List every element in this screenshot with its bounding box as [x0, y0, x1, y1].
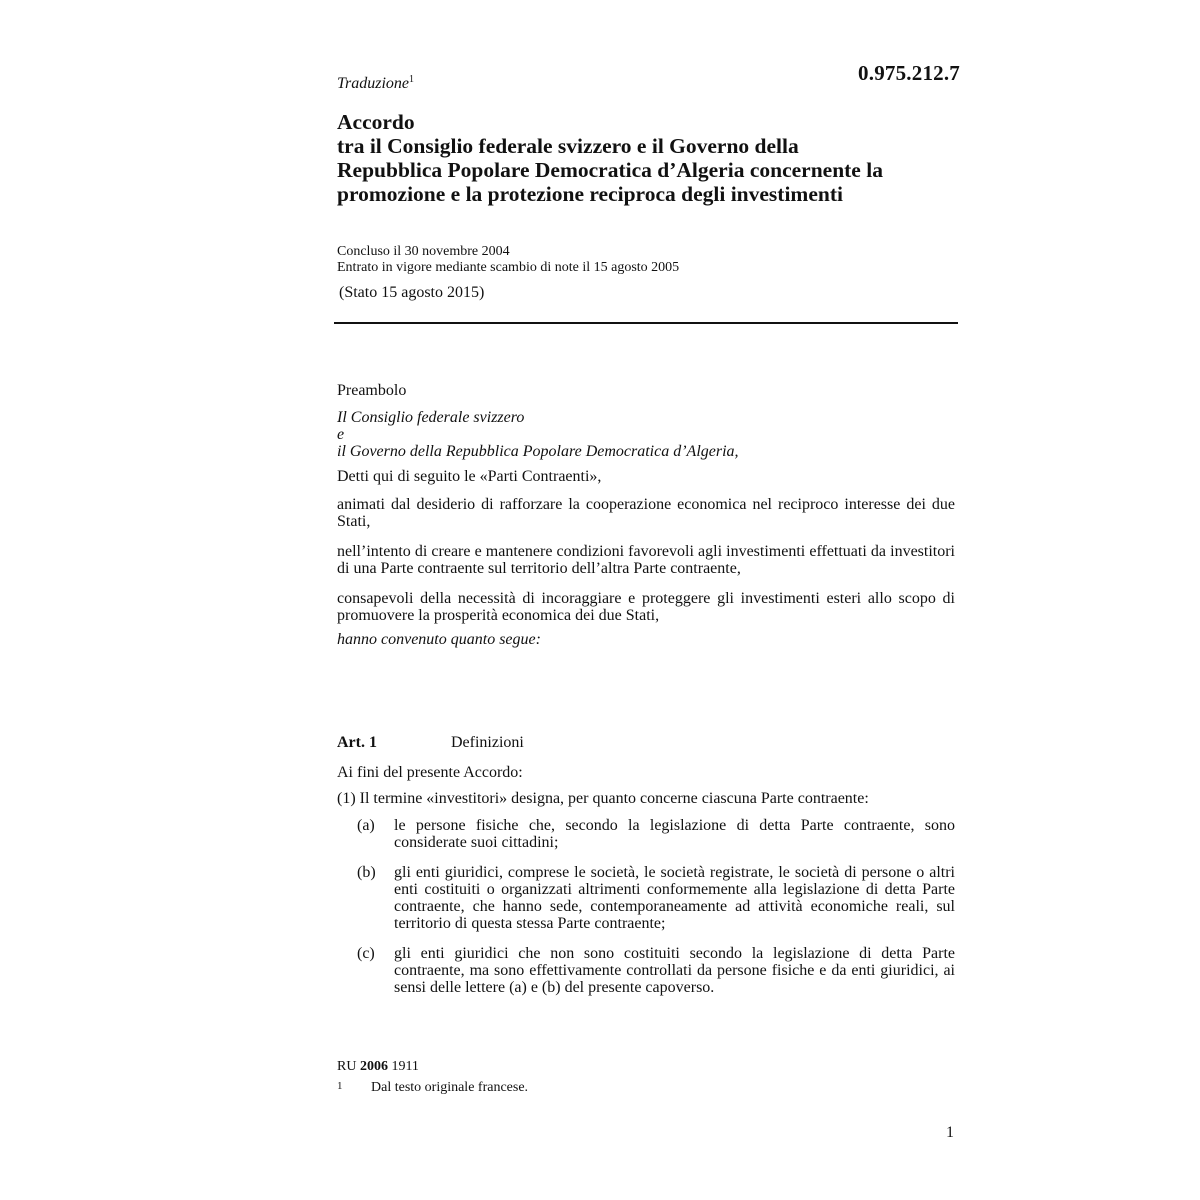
footnote-number: 1 — [337, 1080, 343, 1092]
paragraph-1: (1) Il termine «investitori» designa, per quanto concerne ciascuna Parte contraente: — [337, 790, 869, 807]
article-number: Art. 1 — [337, 734, 377, 751]
party-2: il Governo della Repubblica Popolare Democratica d’Algeria, — [337, 443, 739, 460]
translation-label — [337, 75, 414, 93]
ru-reference — [337, 1059, 419, 1075]
preamble-heading: Preambolo — [337, 382, 407, 399]
page-number: 1 — [946, 1124, 954, 1141]
preamble-paragraph-3: nell’intento di creare e mantenere condizioni favorevoli agli investimenti effettuati da investitori di una Parte contraente sul territorio dell’altra Parte contraente, — [337, 543, 955, 577]
header-divider — [334, 322, 958, 324]
list-item — [357, 864, 955, 932]
preamble-paragraph-2: animati dal desiderio di rafforzare la cooperazione economica nel reciproco interesse dei due Stati, — [337, 496, 955, 530]
title-line-2: tra il Consiglio federale svizzero e il Governo della — [337, 134, 799, 158]
ru-page: 1911 — [391, 1059, 419, 1074]
list-item — [357, 817, 955, 851]
conjunction: e — [337, 426, 345, 443]
preamble — [337, 382, 955, 654]
article-intro: Ai fini del presente Accordo: — [337, 764, 523, 781]
translation-text: Traduzione — [337, 75, 410, 92]
item-text: le persone fisiche che, secondo la legislazione di detta Parte contraente, sono considerate suoi cittadini; — [394, 817, 955, 851]
article-title: Definizioni — [451, 734, 524, 751]
title-line-4: promozione e la protezione reciproca degli investimenti — [337, 182, 843, 206]
document-meta — [337, 244, 679, 276]
item-label: (a) — [357, 817, 375, 834]
ru-year: 2006 — [359, 1059, 388, 1074]
document-title — [337, 110, 977, 206]
preamble-paragraph-1: Detti qui di seguito le «Parti Contraenti», — [337, 468, 602, 485]
item-label: (b) — [357, 864, 376, 881]
status-date: (Stato 15 agosto 2015) — [339, 284, 485, 301]
article-heading — [337, 734, 524, 752]
concluded-date: Concluso il 30 novembre 2004 — [337, 244, 510, 259]
preamble-closing: hanno convenuto quanto segue: — [337, 631, 541, 648]
title-line-1: Accordo — [337, 110, 415, 134]
sr-number: 0.975.212.7 — [858, 61, 960, 85]
title-line-3: Repubblica Popolare Democratica d’Algeria concernente la — [337, 158, 883, 182]
preamble-paragraph-4: consapevoli della necessità di incoraggiare e proteggere gli investimenti esteri allo scopo di promuovere la prosperità economica dei due Stati, — [337, 590, 955, 624]
article-1-list — [337, 790, 955, 1002]
ru-prefix: RU — [337, 1059, 357, 1074]
item-label: (c) — [357, 945, 375, 962]
item-text: gli enti giuridici che non sono costituiti secondo la legislazione di detta Parte contraente, ma sono effettivamente controllati da persone fisiche e da enti giuridici, ai sensi delle lettere (a) e (b) del presente capoverso. — [394, 945, 955, 996]
entry-into-force: Entrato in vigore mediante scambio di note il 15 agosto 2005 — [337, 260, 680, 275]
footnote-text: Dal testo originale francese. — [371, 1080, 529, 1095]
list-item — [357, 945, 955, 996]
party-1: Il Consiglio federale svizzero — [337, 409, 525, 426]
item-text: gli enti giuridici, comprese le società, le società registrate, le società di persone o altri enti costituiti o organizzati altrimenti conformemente alla legislazione di detta Parte contraente, che hanno sede, contemporaneamente ad attività economiche reali, sul territorio di questa stessa Parte contraente; — [394, 864, 955, 932]
footnote — [337, 1080, 528, 1096]
footnote-ref: 1 — [409, 74, 415, 85]
